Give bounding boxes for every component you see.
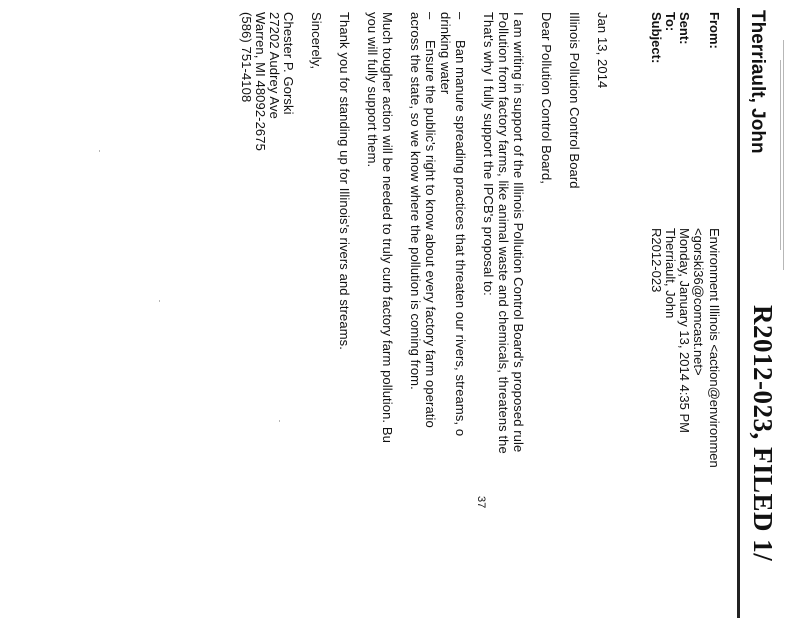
subject-label: Subject:	[649, 12, 664, 64]
from-value: Environment Illinois <action@environmen	[707, 228, 722, 468]
paragraph-line: That's why I fully support the IPCB's proposal to:	[481, 12, 496, 296]
bullet-line: Ban manure spreading practices that threaten our rivers, streams, o	[453, 40, 468, 437]
scan-artifact	[99, 150, 100, 152]
author-name: Therriault, John	[747, 10, 768, 154]
scan-artifact	[780, 60, 781, 250]
from-value-email: <gorski36@comcast.net>	[691, 228, 706, 376]
bullet-line: drinking water	[438, 12, 453, 95]
sent-label: Sent:	[677, 12, 692, 45]
signature-phone: (586) 751-4108	[239, 12, 254, 103]
paragraph-line: you will fully support them.	[365, 12, 380, 168]
scan-artifact	[159, 300, 160, 302]
header-rule	[737, 8, 740, 618]
bullet-line: Ensure the public's right to know about every factory farm operatio	[423, 40, 438, 428]
subject-value: R2012-023	[649, 228, 664, 293]
letter-recipient: Illinois Pollution Control Board	[567, 12, 582, 189]
bullet-dash: –	[423, 12, 438, 20]
signature-name: Chester P. Gorski	[281, 12, 296, 115]
sent-value: Monday, January 13, 2014 4:35 PM	[677, 228, 692, 433]
paragraph-line: Much tougher action will be needed to truly curb factory farm pollution. Bu	[380, 12, 395, 443]
letter-salutation: Dear Pollution Control Board,	[539, 12, 554, 184]
to-label: To:	[663, 12, 678, 32]
closing: Sincerely,	[309, 12, 324, 70]
signature-street: 27202 Audrey Ave	[267, 12, 282, 119]
from-label: From:	[707, 12, 722, 49]
signature-city: Warren, MI 48092-2675	[253, 12, 268, 151]
thanks-line: Thank you for standing up for Illinois's rivers and streams.	[337, 12, 352, 350]
letter-date: Jan 13, 2014	[595, 12, 610, 89]
to-value: Therriault, John	[663, 228, 678, 319]
scan-artifact	[279, 420, 280, 422]
bullet-dash: –	[453, 12, 468, 20]
bullet-line: across the state, so we know where the pollution is coming from.	[408, 12, 423, 390]
page-number: 37	[475, 496, 487, 509]
paragraph-line: I am writing in support of the Illinois Pollution Control Board's proposed rule	[511, 12, 526, 453]
scan-artifact	[783, 40, 784, 270]
filing-stamp: R2012-023, FILED 1/	[748, 305, 778, 562]
paragraph-line: Pollution from factory farms, like animal waste and chemicals, threatens the	[496, 12, 511, 454]
